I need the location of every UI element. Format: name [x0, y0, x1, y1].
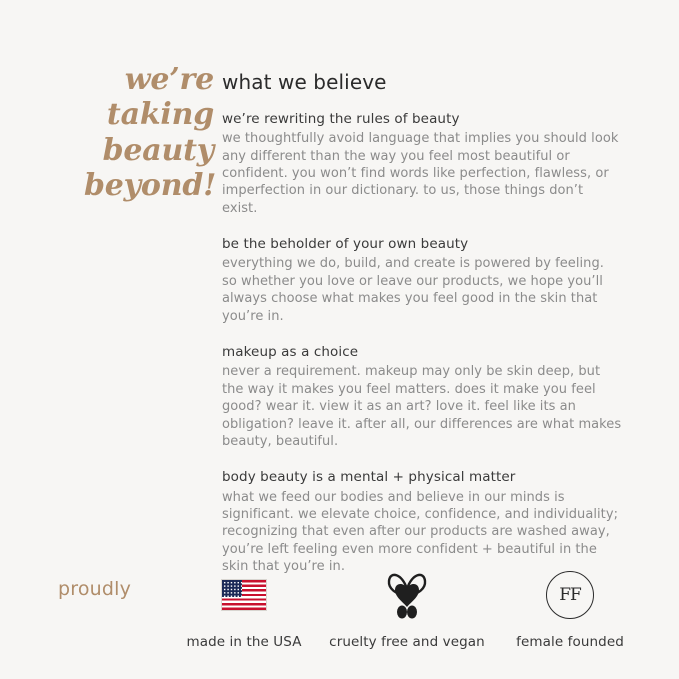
page-title: what we believe	[222, 70, 387, 94]
female-founded-seal-icon	[490, 566, 650, 624]
badge-label: female founded	[516, 634, 624, 650]
belief-item	[222, 343, 622, 450]
seal-text: FF	[546, 571, 594, 619]
headline	[84, 62, 217, 204]
headline-line-2: taking	[106, 97, 214, 133]
belief-body: what we feed our bodies and believe in our minds is significant. we elevate choice, confidence, and individuality; recognizing that even after our products are washed away, you’re left feeling even more confident + beautiful in the skin that you’re in.	[222, 489, 619, 575]
badge-cruelty-free-vegan	[327, 566, 487, 650]
beliefs-section	[222, 70, 622, 576]
headline-line-4: beyond!	[84, 168, 217, 204]
badge-made-in-usa	[164, 566, 324, 650]
belief-body: everything we do, build, and create is powered by feeling. so whether you love or leave our products, we hope you’ll always choose what makes you feel good in the skin that you’re in.	[222, 256, 604, 324]
badge-female-founded	[490, 566, 650, 650]
belief-body: we thoughtfully avoid language that implies you should look any different than the way you feel most beautiful or confident. you won’t find words like perfection, flawless, or imperfection in our dictionary. to us, those things don’t exist.	[222, 131, 619, 216]
headline-line-3: beauty	[102, 132, 214, 168]
footer-badges	[0, 560, 679, 660]
belief-title: makeup as a choice	[222, 344, 359, 361]
belief-item	[222, 235, 622, 325]
badge-label: made in the USA	[186, 634, 302, 650]
badge-label: cruelty free and vegan	[329, 634, 485, 650]
belief-body: never a requirement. makeup may only be skin deep, but the way it makes you feel matters. does it make you feel good? wear it. view it as an art? love it. feel like its an obligation? leave it. after all, our differences are what makes beauty, beautiful.	[222, 364, 622, 449]
usa-flag-icon	[164, 566, 324, 624]
belief-title: body beauty is a mental + physical matter	[222, 469, 516, 486]
headline-line-1: we’re	[124, 62, 214, 97]
proudly-label: proudly	[58, 578, 132, 600]
belief-item	[222, 110, 622, 217]
bunny-ears-heart-icon	[327, 566, 487, 624]
belief-title: we’re rewriting the rules of beauty	[222, 111, 460, 127]
belief-title: be the beholder of your own beauty	[222, 236, 469, 253]
